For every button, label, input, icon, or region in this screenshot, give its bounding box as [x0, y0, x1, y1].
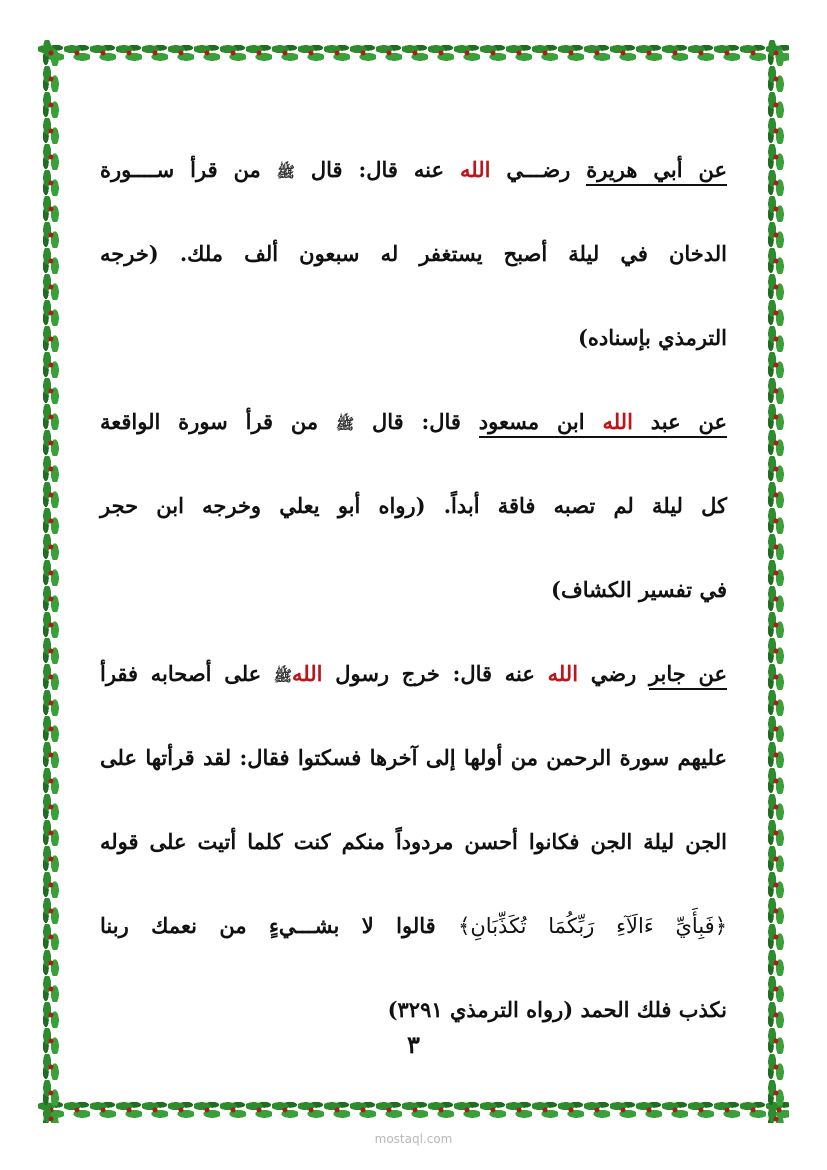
border-left [38, 40, 64, 1123]
narrator-underlined: عن أبي هريرة [586, 157, 727, 186]
text-line: في تفسير الكشاف) [551, 577, 727, 602]
text-segment: ابن مسعود [478, 409, 603, 434]
watermark: mostaql.com [374, 1132, 453, 1146]
text-line: الجن ليلة الجن فكانوا أحسن مردوداً منكم كنت كلما أتيت على قوله [100, 829, 727, 854]
salawat-symbol: ﷺ [336, 415, 355, 433]
text-segment: من قرأ سورة الواقعة [100, 409, 336, 434]
text-line [100, 896, 727, 980]
text-line: عليهم سورة الرحمن من أولها إلى آخرها فسكتوا فقال: لقد قرأتها على [100, 745, 727, 770]
text-segment: رضي [578, 661, 649, 686]
text-segment: قالوا لا بشـــيءٍ من نعمك ربنا [100, 913, 459, 938]
text-segment: رضـــي [490, 157, 587, 182]
text-segment: من قرأ ســــورة [100, 157, 277, 182]
text-segment: على أصحابه فقرأ [100, 661, 274, 686]
text-line: كل ليلة لم تصبه فاقة أبداً. (رواه أبو يعلي وخرجه ابن حجر [100, 493, 727, 518]
border-bottom [38, 1097, 789, 1123]
text-line [100, 140, 727, 224]
quran-verse: ﴿فَبِأَيِّ ءَالَآءِ رَبِّكُمَا تُكَذِّبَانِ﴾ [458, 914, 727, 938]
text-segment: عنه قال: قال [294, 157, 460, 182]
page-number: ٣ [407, 1030, 420, 1059]
border-right [763, 40, 789, 1123]
salawat-symbol: ﷺ [273, 667, 293, 685]
narrator-underlined: عن جابر [649, 661, 727, 690]
text-line [100, 644, 727, 728]
narrator-underlined [479, 409, 727, 438]
text-line: الترمذي بإسناده) [577, 325, 727, 350]
highlighted-word: الله [459, 157, 491, 182]
text-segment: قال: قال [354, 409, 479, 434]
text-line [100, 392, 727, 476]
highlighted-word: الله [547, 661, 579, 686]
salawat-symbol: ﷺ [276, 163, 295, 181]
highlighted-word: الله [602, 409, 633, 434]
text-segment: عن عبد [632, 409, 728, 434]
highlighted-word: الله [292, 661, 323, 686]
page-body [100, 140, 727, 1064]
border-top [38, 40, 789, 66]
text-segment: عنه قال: خرج رسول [322, 661, 548, 686]
text-line: الدخان في ليلة أصبح يستغفر له سبعون ألف ملك. (خرجه [100, 241, 727, 266]
text-line: نكذب فلك الحمد (رواه الترمذي ٣٢٩١) [387, 997, 727, 1022]
